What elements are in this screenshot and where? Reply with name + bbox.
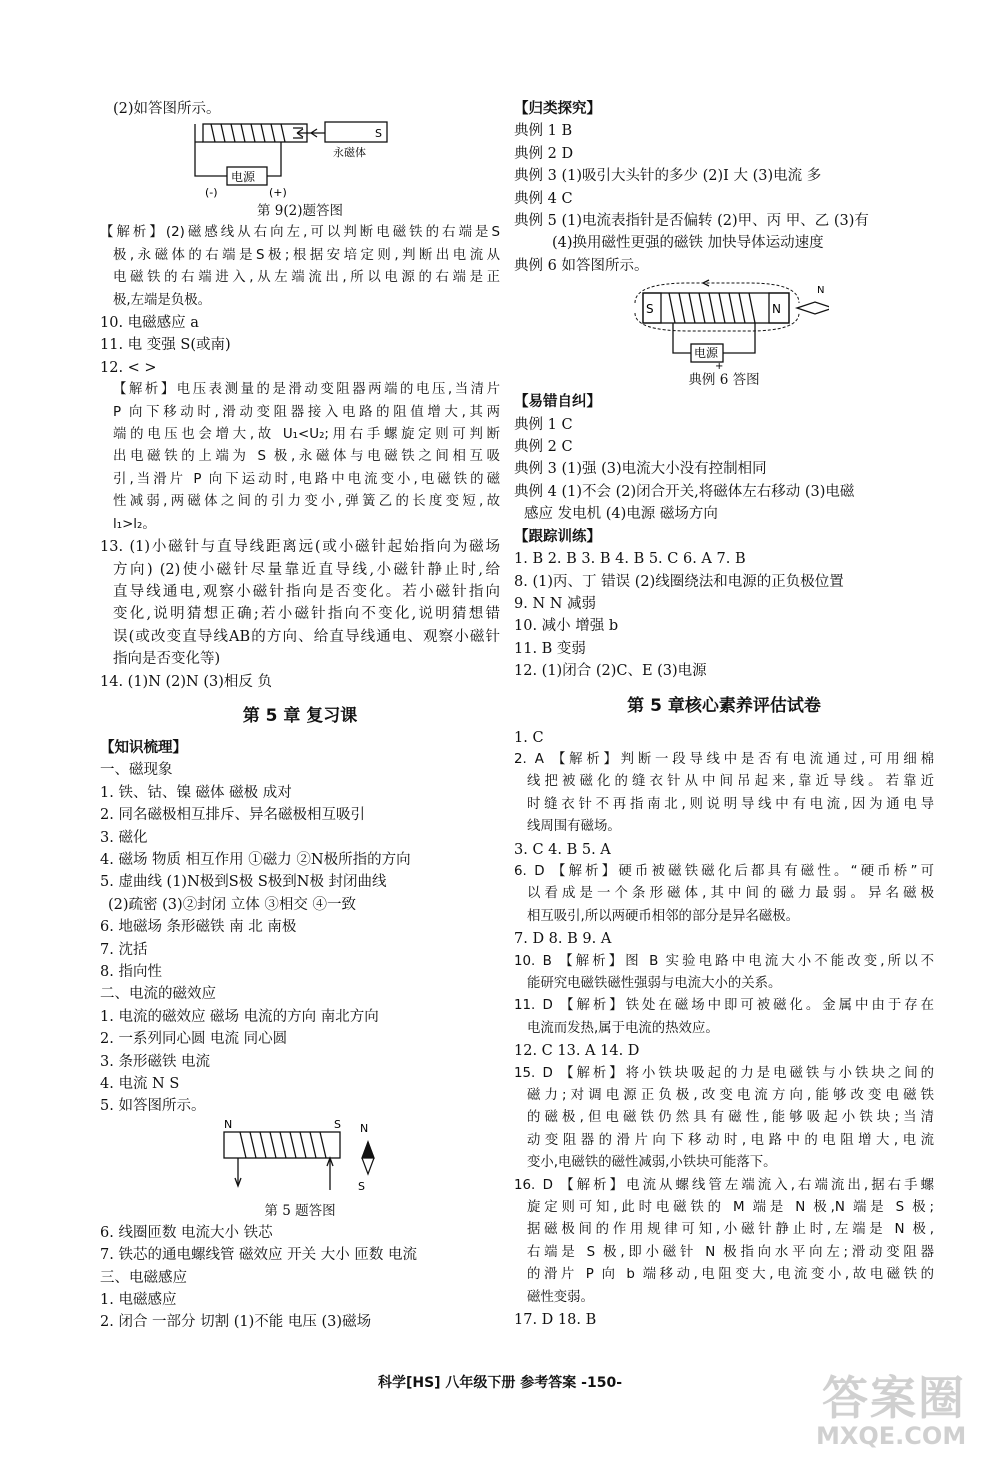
- q13-line: 指向是否变化等): [113, 651, 221, 668]
- watermark-logo: [804, 1362, 994, 1458]
- needle-n-label: N: [817, 285, 825, 297]
- t16-line: 右端是 S 极,即小磁针 N 极指向水平向左;滑动变阻器: [527, 1244, 934, 1260]
- example-item: (4)换用磁性更强的磁铁 加快导体运动速度: [552, 235, 824, 252]
- t16-line: 据磁极间的作用规律可知,小磁针静止时,左端是 N 极,: [527, 1222, 934, 1238]
- s2-item: 5. 如答图所示。: [100, 1098, 206, 1115]
- power-label: 电源: [694, 346, 719, 361]
- s2-item: 4. 电流 N S: [100, 1076, 180, 1093]
- q12-analysis: [100, 379, 500, 536]
- s1-item: 5. 虚曲线 (1)N极到S极 S极到N极 封闭曲线: [100, 874, 387, 891]
- q13-line: 直导线通电,观察小磁针指向是否变化。若小磁针指向: [113, 583, 500, 600]
- error-correction-heading: 【易错自纠】: [514, 394, 601, 411]
- example6-answer-figure: [619, 277, 829, 369]
- example-item: 典例 4 C: [514, 190, 573, 207]
- coil-n-label: N: [224, 1117, 233, 1131]
- q13: [100, 536, 500, 670]
- analysis-line: l₁>l₂。: [113, 516, 156, 532]
- analysis-line: P 向下移动时,滑动变阻器接入电路的阻值增大,其两: [113, 404, 500, 420]
- analysis-line: 性减弱,两磁体之间的引力变小,弹簧乙的长度变短,故: [113, 494, 500, 510]
- watermark-sub: MXQE.COM: [816, 1422, 967, 1450]
- q13-line: 误(或改变直导线AB的方向、给直导线通电、观察小磁针: [113, 628, 500, 645]
- t15-line: 动变阻器的滑片向下移动时,电路中的电阻增大,电流: [527, 1132, 934, 1148]
- q12: 12. < >: [100, 359, 157, 376]
- tracking-item: 8. (1)丙、丁 错误 (2)线圈绕法和电源的正负极位置: [514, 573, 844, 590]
- needle-s-label: S: [358, 1179, 365, 1193]
- s2-item: 1. 电流的磁效应 磁场 电流的方向 南北方向: [100, 1008, 379, 1025]
- pole-n-label: N: [772, 302, 781, 317]
- example-item: 典例 3 (1)吸引大头针的多少 (2)I 大 (3)电流 多: [514, 168, 822, 185]
- plus-label: (+): [269, 186, 287, 200]
- error-item: 典例 1 C: [514, 416, 573, 433]
- q9-analysis: [100, 222, 500, 312]
- tracking-item: 9. N N 减弱: [514, 595, 597, 612]
- page-footer: 科学[HS] 八年级下册 参考答案 -150-: [377, 1375, 623, 1391]
- analysis-line: 引,当滑片 P 向下运动时,电路中电流变小,电磁铁的磁: [113, 471, 500, 487]
- analysis-line: 【解析】电压表测量的是滑动变阻器两端的电压,当清片: [113, 382, 500, 398]
- s2-item: 6. 线圈匝数 电流大小 铁芯: [100, 1224, 273, 1241]
- magnet-label: 永磁体: [333, 146, 366, 160]
- t15-line: 变小,电磁铁的磁性减弱,小铁块可能落下。: [527, 1155, 777, 1171]
- q5-figure-caption: 第 5 题答图: [264, 1202, 336, 1219]
- q9-answer-figure: [185, 120, 415, 200]
- s3-item: 1. 电磁感应: [100, 1292, 177, 1309]
- watermark-main: 答案圈: [822, 1371, 966, 1425]
- t2-line: 2. A 【解析】判断一段导线中是否有电流通过,可用细棉: [514, 751, 934, 767]
- magnet-s-label: S: [375, 127, 382, 141]
- minus-label: (-): [205, 186, 218, 200]
- section-3-heading: 三、电磁感应: [100, 1269, 187, 1286]
- error-item: 感应 发电机 (4)电源 磁场方向: [524, 506, 718, 523]
- t6-line: 相互吸引,所以两硬币相邻的部分是异名磁极。: [527, 908, 800, 924]
- plus-label: +: [715, 361, 724, 370]
- tracking-item: 11. B 变弱: [514, 640, 586, 657]
- t6-line: 以看成是一个条形磁体,其中间的磁力最弱。异名磁极: [527, 886, 934, 902]
- tracking-heading: 【跟踪训练】: [514, 528, 601, 545]
- t16: [514, 1175, 934, 1309]
- t16-line: 的滑片 P 向 b 端移动,电阻变大,电流变小,故电磁铁的: [527, 1267, 934, 1283]
- pole-s-label: S: [646, 302, 654, 317]
- t7: 7. D 8. B 9. A: [514, 931, 612, 948]
- analysis-line: 电磁铁的右端进入,从左端流出,所以电源的右端是正: [113, 270, 500, 286]
- right-column: [514, 98, 934, 1332]
- q14: 14. (1)N (2)N (3)相反 负: [100, 673, 272, 690]
- tracking-item: 1. B 2. B 3. B 4. B 5. C 6. A 7. B: [514, 551, 746, 568]
- example-item: 典例 2 D: [514, 145, 574, 162]
- analysis-line: 极,永磁体的右端是S极;根据安培定则,判断出电流从: [113, 247, 500, 263]
- analysis-line: 极,左端是负极。: [113, 292, 211, 308]
- t15-line: 的磁极,但电磁铁仍然具有磁性,能够吸起小铁块;当清: [527, 1110, 934, 1126]
- example6-figure-caption: 典例 6 答图: [688, 372, 760, 389]
- t12: 12. C 13. A 14. D: [514, 1043, 640, 1060]
- t2-line: 时缝衣针不再指南北,则说明导线中有电流,因为通电导: [527, 796, 934, 812]
- error-item: 典例 4 (1)不会 (2)闭合开关,将磁体左右移动 (3)电磁: [514, 483, 855, 500]
- error-item: 典例 3 (1)强 (3)电流大小没有控制相同: [514, 461, 767, 478]
- example-item: 典例 6 如答图所示。: [514, 257, 649, 274]
- t16-line: 磁性变弱。: [527, 1289, 594, 1305]
- t1: 1. C: [514, 729, 544, 746]
- s2-item: 7. 铁芯的通电螺线管 磁效应 开关 大小 匝数 电流: [100, 1247, 417, 1264]
- s1-item: 4. 磁场 物质 相互作用 ①磁力 ②N极所指的方向: [100, 851, 411, 868]
- example-item: 典例 1 B: [514, 123, 573, 140]
- chapter-review-title: 第 5 章 复习课: [242, 705, 358, 726]
- t11: [514, 995, 934, 1040]
- s1-item: 6. 地磁场 条形磁铁 南 北 南极: [100, 919, 297, 936]
- coil-s-label: S: [334, 1117, 341, 1131]
- q13-line: 13. (1)小磁针与直导线距离远(或小磁针起始指向为磁场: [100, 539, 500, 556]
- q13-line: 变化,说明猜想正确;若小磁针指向不变化,说明猜想错: [113, 606, 500, 623]
- s1-item: 7. 沈括: [100, 941, 148, 958]
- classify-heading: 【归类探究】: [514, 101, 601, 117]
- s1-item: 8. 指向性: [100, 964, 162, 980]
- q9-2: (2)如答图所示。: [113, 101, 221, 117]
- s1-item: 1. 铁、钴、镍 磁体 磁极 成对: [100, 784, 292, 801]
- t16-line: 16. D 【解析】电流从螺线管左端流入,右端流出,据右手螺: [514, 1177, 934, 1193]
- q13-line: 方向) (2)使小磁针尽量靠近直导线,小磁针静止时,给: [113, 561, 500, 578]
- analysis-line: 端的电压也会增大,故 U₁<U₂;用右手螺旋定则可判断: [113, 427, 500, 443]
- t15: [514, 1063, 934, 1175]
- t15-line: 15. D 【解析】将小铁块吸起的力是电磁铁与小铁块之间的: [514, 1065, 934, 1081]
- t2-line: 线周围有磁场。: [527, 819, 621, 835]
- compass-needle: [362, 1142, 374, 1174]
- s1-item: 3. 磁化: [100, 829, 148, 846]
- test-title: 第 5 章核心素养评估试卷: [627, 695, 821, 716]
- t11-line: 电流而发热,属于电流的热效应。: [527, 1020, 719, 1036]
- t2: [514, 749, 934, 839]
- t10: [514, 951, 934, 996]
- analysis-line: 出电磁铁的上端为 S 极,永磁体与电磁铁之间相互吸: [113, 449, 500, 465]
- tracking-item: 10. 减小 增强 b: [514, 618, 619, 635]
- power-label: 电源: [231, 170, 256, 185]
- t3: 3. C 4. B 5. A: [514, 841, 611, 858]
- section-1-heading: 一、磁现象: [100, 762, 173, 779]
- s3-item: 2. 闭合 一部分 切割 (1)不能 电压 (3)磁场: [100, 1314, 372, 1331]
- s2-item: 2. 一系列同心圆 电流 同心圆: [100, 1031, 288, 1048]
- section-2-heading: 二、电流的磁效应: [100, 986, 216, 1003]
- t11-line: 11. D 【解析】铁处在磁场中即可被磁化。金属中由于存在: [514, 998, 934, 1014]
- analysis-line: 【解析】(2)磁感线从右向左,可以判断电磁铁的右端是S: [100, 225, 500, 241]
- q9-figure-caption: 第 9(2)题答图: [256, 203, 343, 220]
- t10-line: 能研究电磁铁磁性强弱与电流大小的关系。: [527, 976, 782, 991]
- q5-answer-figure: [210, 1118, 390, 1200]
- t6-line: 6. D 【解析】硬币被磁铁磁化后都具有磁性。“硬币桥”可: [514, 863, 934, 879]
- left-column: [100, 98, 500, 1334]
- t2-line: 线把被磁化的缝衣针从中间吊起来,靠近导线。若靠近: [527, 774, 934, 790]
- knowledge-heading: 【知识梳理】: [100, 739, 187, 756]
- error-item: 典例 2 C: [514, 439, 573, 456]
- s1-item: 2. 同名磁极相互排斥、异名磁极相互吸引: [100, 807, 365, 824]
- s1-item: (2)疏密 (3)②封闭 立体 ③相交 ④一致: [108, 896, 357, 913]
- t6: [514, 861, 934, 928]
- tracking-item: 12. (1)闭合 (2)C、E (3)电源: [514, 663, 707, 680]
- t10-line: 10. B 【解析】图 B 实验电路中电流大小不能改变,所以不: [514, 953, 934, 969]
- t17: 17. D 18. B: [514, 1312, 597, 1329]
- needle-n-label: N: [360, 1121, 369, 1135]
- q11: 11. 电 变强 S(或南): [100, 337, 231, 354]
- electromagnet: [643, 280, 829, 362]
- s2-item: 3. 条形磁铁 电流: [100, 1053, 211, 1070]
- q10: 10. 电磁感应 a: [100, 315, 199, 332]
- solenoid-drawing: [224, 1132, 340, 1190]
- example-item: 典例 5 (1)电流表指针是否偏转 (2)甲、丙 甲、乙 (3)有: [514, 213, 869, 230]
- t16-line: 旋定则可知,此时电磁铁的 M 端是 N 极,N 端是 S 极;: [527, 1200, 934, 1216]
- t15-line: 磁力;对调电源正负极,改变电流方向,能够改变电磁铁: [527, 1088, 934, 1104]
